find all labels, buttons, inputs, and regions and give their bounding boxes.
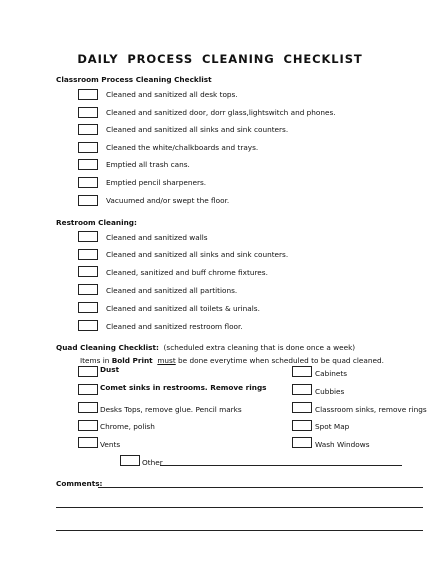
- quad-left-item-3: Desks Tops, remove glue. Pencil marks: [100, 405, 242, 414]
- comments-line-1[interactable]: [98, 487, 423, 488]
- classroom-checkbox-1[interactable]: [78, 89, 98, 100]
- quad-instruction-bold: Bold Print: [111, 356, 153, 365]
- quad-right-item-4: Spot Map: [315, 422, 350, 431]
- quad-left-checkbox-2[interactable]: [78, 384, 98, 395]
- classroom-item-4: Cleaned the white/chalkboards and trays.: [106, 143, 259, 152]
- restroom-checkbox-4[interactable]: [78, 284, 98, 295]
- quad-heading-line: [56, 343, 355, 352]
- quad-right-checkbox-2[interactable]: [292, 384, 312, 395]
- quad-left-checkbox-3[interactable]: [78, 402, 98, 413]
- restroom-item-5: Cleaned and sanitized all toilets & urinals.: [106, 304, 260, 313]
- page-title: DAILY PROCESS CLEANING CHECKLIST: [77, 52, 363, 66]
- comments-line-2[interactable]: [56, 507, 423, 508]
- comments-line-3[interactable]: [56, 530, 423, 531]
- restroom-heading: Restroom Cleaning:: [56, 218, 137, 227]
- quad-instruction-pre: Items in: [80, 356, 112, 365]
- restroom-checkbox-6[interactable]: [78, 320, 98, 331]
- restroom-item-3: Cleaned, sanitized and buff chrome fixtures.: [106, 268, 268, 277]
- quad-left-item-4: Chrome, polish: [100, 422, 155, 431]
- classroom-item-5: Emptied all trash cans.: [106, 160, 190, 169]
- classroom-item-1: Cleaned and sanitized all desk tops.: [106, 90, 238, 99]
- restroom-checkbox-3[interactable]: [78, 266, 98, 277]
- classroom-checkbox-6[interactable]: [78, 177, 98, 188]
- comments-label: Comments:: [56, 479, 103, 488]
- quad-left-item-1: Dust: [100, 365, 120, 374]
- other-checkbox[interactable]: [120, 455, 140, 466]
- restroom-item-6: Cleaned and sanitized restroom floor.: [106, 322, 243, 331]
- classroom-checkbox-3[interactable]: [78, 124, 98, 135]
- other-label: Other: [142, 458, 163, 467]
- quad-instruction: [80, 356, 384, 365]
- restroom-item-4: Cleaned and sanitized all partitions.: [106, 286, 238, 295]
- quad-right-checkbox-4[interactable]: [292, 420, 312, 431]
- classroom-checkbox-4[interactable]: [78, 142, 98, 153]
- restroom-checkbox-1[interactable]: [78, 231, 98, 242]
- quad-right-item-2: Cubbies: [315, 387, 345, 396]
- classroom-item-2: Cleaned and sanitized door, dorr glass,lightswitch and phones.: [106, 108, 336, 117]
- restroom-item-2: Cleaned and sanitized all sinks and sink counters.: [106, 250, 289, 259]
- classroom-item-7: Vacuumed and/or swept the floor.: [106, 196, 230, 205]
- quad-left-item-5: Vents: [100, 440, 121, 449]
- classroom-checkbox-7[interactable]: [78, 195, 98, 206]
- quad-instruction-must: must: [157, 356, 176, 365]
- other-line[interactable]: [160, 465, 402, 466]
- classroom-checkbox-2[interactable]: [78, 107, 98, 118]
- quad-right-checkbox-1[interactable]: [292, 366, 312, 377]
- restroom-item-1: Cleaned and sanitized walls: [106, 233, 208, 242]
- classroom-item-3: Cleaned and sanitized all sinks and sink counters.: [106, 125, 289, 134]
- quad-left-checkbox-4[interactable]: [78, 420, 98, 431]
- restroom-checkbox-5[interactable]: [78, 302, 98, 313]
- classroom-heading: Classroom Process Cleaning Checklist: [56, 75, 212, 84]
- quad-right-item-5: Wash Windows: [315, 440, 370, 449]
- quad-right-checkbox-5[interactable]: [292, 437, 312, 448]
- quad-left-checkbox-5[interactable]: [78, 437, 98, 448]
- quad-instruction-post: be done everytime when scheduled to be quad cleaned.: [175, 356, 384, 365]
- quad-right-item-3: Classroom sinks, remove rings: [315, 405, 427, 414]
- classroom-item-6: Emptied pencil sharpeners.: [106, 178, 207, 187]
- quad-left-item-2: Comet sinks in restrooms. Remove rings: [100, 383, 267, 392]
- quad-left-checkbox-1[interactable]: [78, 366, 98, 377]
- quad-right-item-1: Cabinets: [315, 369, 348, 378]
- quad-note: (scheduled extra cleaning that is done once a week): [163, 343, 356, 352]
- restroom-checkbox-2[interactable]: [78, 249, 98, 260]
- classroom-checkbox-5[interactable]: [78, 159, 98, 170]
- quad-heading: Quad Cleaning Checklist:: [56, 343, 159, 352]
- quad-right-checkbox-3[interactable]: [292, 402, 312, 413]
